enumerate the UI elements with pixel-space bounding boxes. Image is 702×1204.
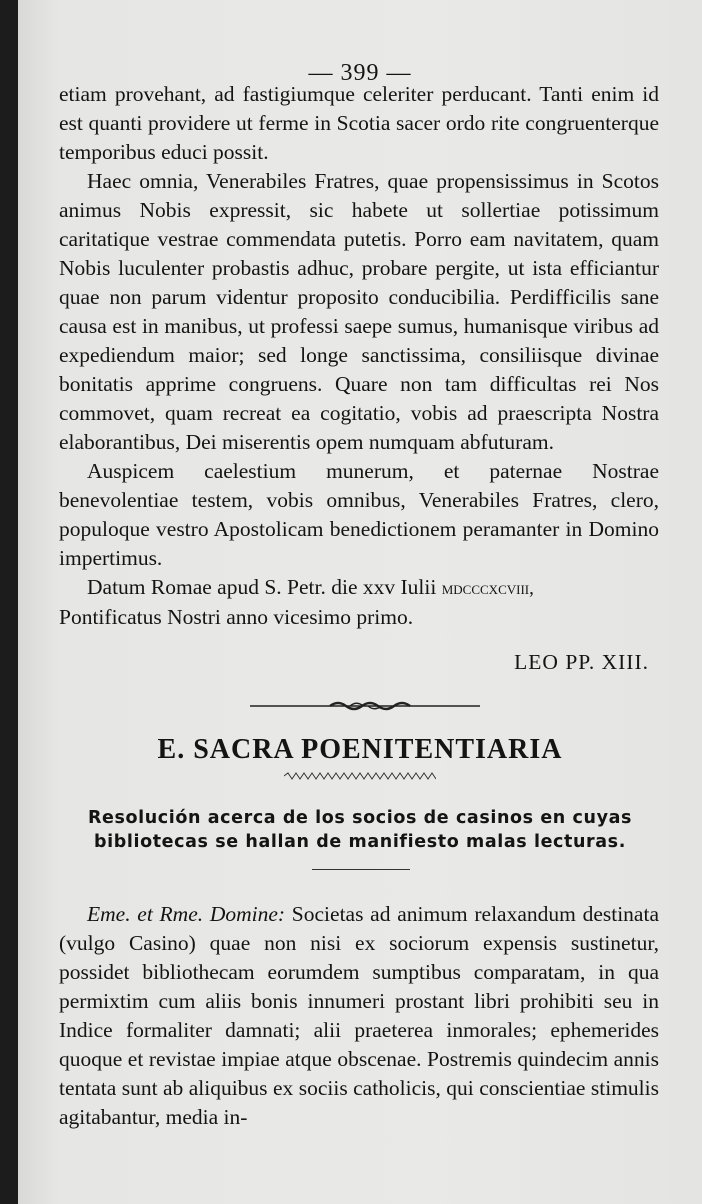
pontificate-line: Pontificatus Nostri anno vicesimo primo. <box>59 605 414 629</box>
signature: LEO PP. XIII. <box>514 650 649 674</box>
section-heading: E. SACRA POENITENTIARIA <box>157 734 563 765</box>
paragraph-1: etiam provehant, ad fastigiumque celeriter perducant. Tanti enim id est quanti providere ut ferme in Scotia sacer ordo rite congruenterque temporibus educi possit. <box>59 82 659 164</box>
resolution-body: Societas ad animum relaxandum destinata (vulgo Casino) quae non nisi ex sociorum expensis sustinetur, possidet bibliothecam eorumdem sumptibus comparatam, in qua permixtim cum aliis bonis innumeri prostant libri prohibiti seu in Indice formaliter damnati; alii praeterea inmorales; ephemerides quoque et revistae impiae atque obscenae. Postremis quindecim annis tentata sunt ab aliquibus ex sociis catholicis, qui conscientiae stimulis agitabantur, media in- <box>59 902 659 1129</box>
letter-text-block <box>59 80 659 632</box>
dated-year: mdcccxcviii, <box>441 578 534 599</box>
page-number: — 399 — <box>308 60 412 86</box>
resolution-paragraph <box>59 900 659 1132</box>
dated-line <box>59 573 659 603</box>
paragraph-2: Haec omnia, Venerabiles Fratres, quae propensissimus in Scotos animus Nobis expressit, sic habete ut sollertiae potissimum caritatique vestrae commendata putetis. Porro eam navitatem, quam Nobis luculenter probastis adhuc, probare pergite, ut ista efficiantur quae non parum videntur proposito conducibilia. Perdifficilis sane causa est in manibus, ut professi saepe sumus, humanisque viribus ad expediendum maior; sed longe sanctissima, consiliisque divinae bonitatis apprime congruens. Quare non tam difficultas rei Nos commovet, quam recreat ea cogitatio, vobis ad praescripta Nostra elaborantibus, Dei miserentis opem numquam abfuturam. <box>59 169 659 454</box>
resolution-title: Resolución acerca de los socios de casinos en cuyas bibliotecas se hallan de manifiesto malas lecturas. <box>87 808 633 852</box>
short-rule <box>312 869 410 870</box>
wavy-underline <box>284 772 436 780</box>
ornamental-divider <box>250 698 480 714</box>
salutation: Eme. et Rme. Domine: <box>87 902 286 926</box>
dated-line-text: Datum Romae apud S. Petr. die xxv Iulii <box>87 575 442 599</box>
paragraph-3: Auspicem caelestium munerum, et paternae Nostrae benevolentiae testem, vobis omnibus, Venerabiles Fratres, clero, populoque vestro Apostolicam benedictionem peramanter in Domino impertimus. <box>59 459 659 570</box>
resolution-text-block <box>59 900 659 1132</box>
scanned-page <box>18 0 702 1204</box>
